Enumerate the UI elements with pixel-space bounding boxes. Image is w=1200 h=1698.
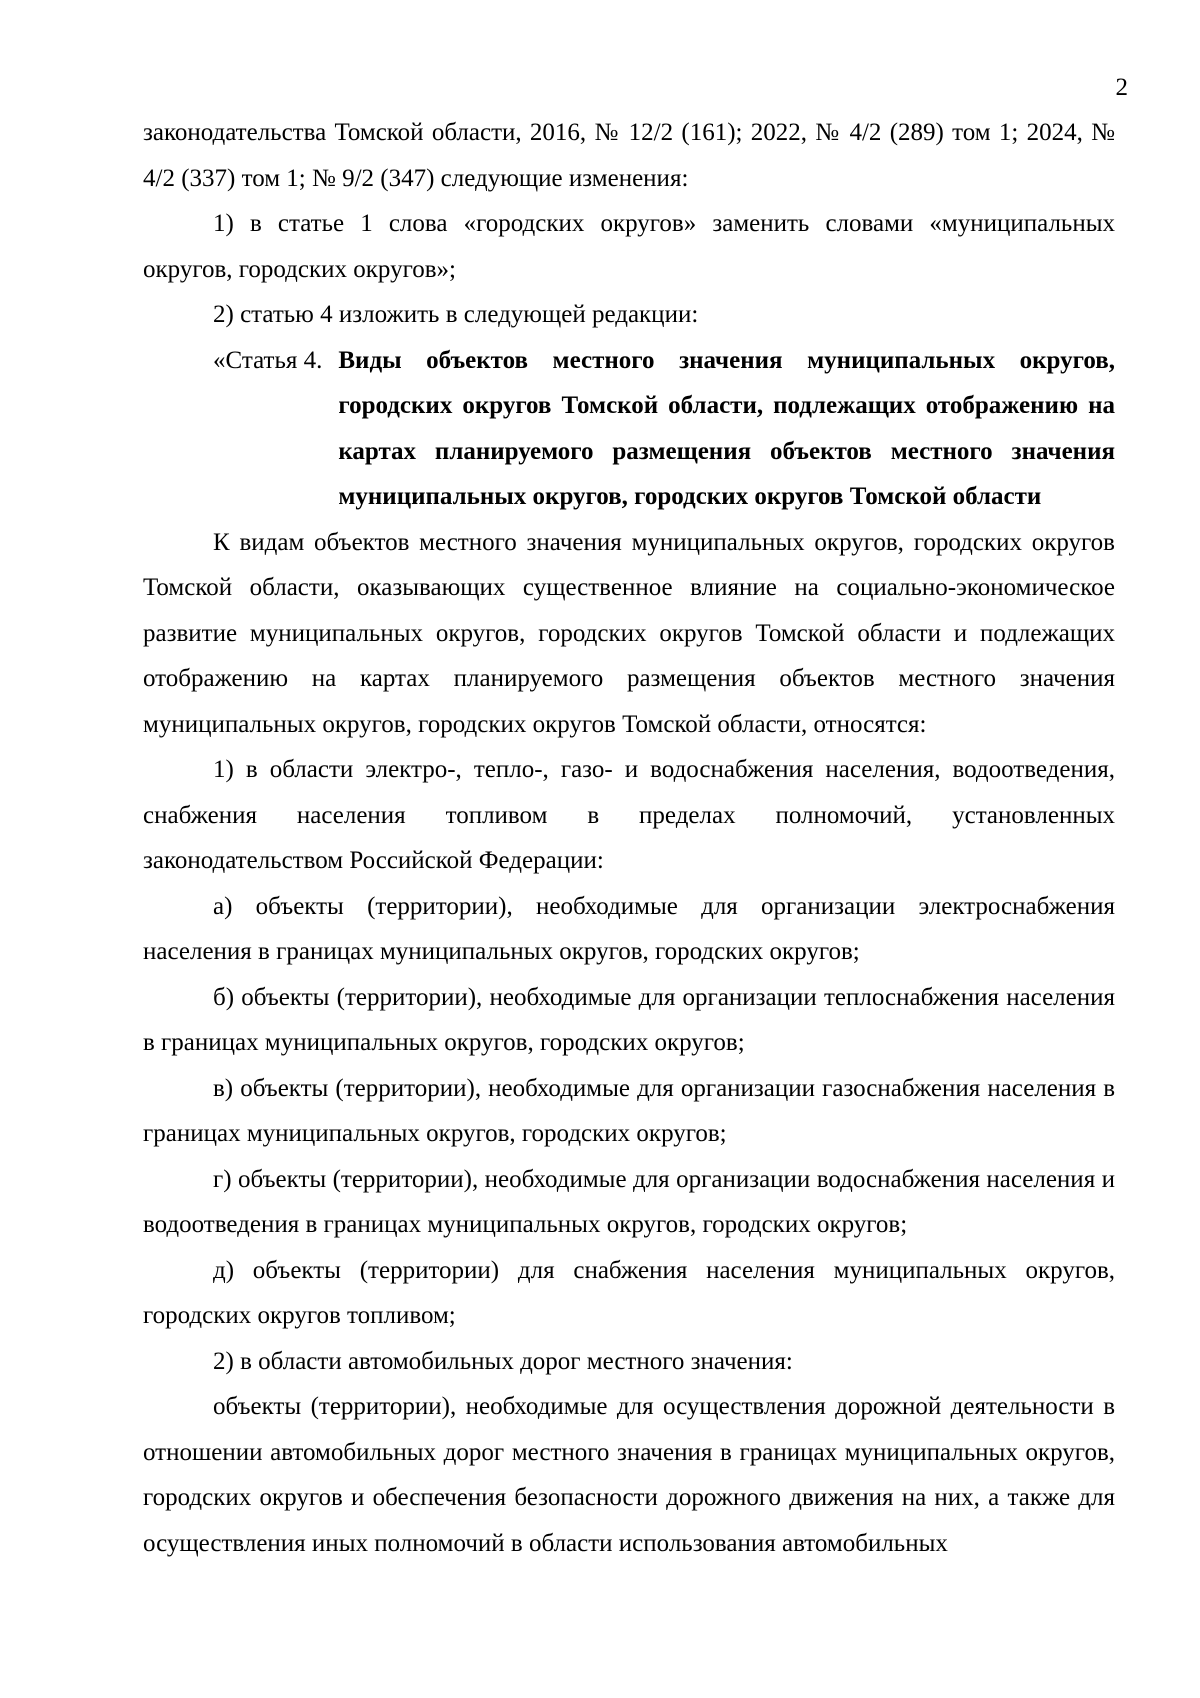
paragraph-subitem-1: 1) в области электро-, тепло-, газо- и водоснабжения населения, водоотведения, снабжения населения топливом в пределах полномочий, установленных законодательством Российской Федерации: (143, 756, 1115, 874)
paragraph-kinds: К видам объектов местного значения муниципальных округов, городских округов Томской области, оказывающих существенное влияние на социально-экономическое развитие муниципальных округов, городских округов Томской области и подлежащих отображению на картах планируемого размещения объектов местного значения муниципальных округов, городских округов Томской области, относятся: (143, 528, 1115, 738)
paragraph-subitem-2: 2) в области автомобильных дорог местного значения: (213, 1347, 793, 1375)
paragraph-subitem-b: б) объекты (территории), необходимые для организации теплоснабжения населения в границах муниципальных округов, городских округов; (143, 983, 1115, 1056)
article-heading (213, 338, 1115, 520)
paragraph-subitem-d: д) объекты (территории) для снабжения населения муниципальных округов, городских округов топливом; (143, 1256, 1115, 1329)
paragraph-item-2: 2) статью 4 изложить в следующей редакции: (213, 301, 699, 328)
document-body (143, 110, 1115, 1566)
paragraph-intro: законодательства Томской области, 2016, № 12/2 (161); 2022, № 4/2 (289) том 1; 2024, № 4/2 (337) том 1; № 9/2 (347) следующие изменения: (143, 119, 1115, 192)
paragraph-subitem-v: в) объекты (территории), необходимые для организации газоснабжения населения в границах муниципальных округов, городских округов; (143, 1074, 1115, 1147)
article-title: Виды объектов местного значения муниципальных округов, городских округов Томской области, подлежащих отображению на картах планируемого размещения объектов местного значения муниципальных округов, городских округов Томской области (338, 346, 1115, 510)
paragraph-subitem-a: а) объекты (территории), необходимые для организации электроснабжения населения в границах муниципальных округов, городских округов; (143, 892, 1115, 965)
paragraph-item-1: 1) в статье 1 слова «городских округов» заменить словами «муниципальных округов, городских округов»; (143, 210, 1115, 283)
article-prefix: «Статья 4. (213, 346, 323, 374)
page-number: 2 (1115, 74, 1128, 101)
paragraph-subitem-g: г) объекты (территории), необходимые для организации водоснабжения населения и водоотведения в границах муниципальных округов, городских округов; (143, 1165, 1115, 1238)
paragraph-roads: объекты (территории), необходимые для осуществления дорожной деятельности в отношении автомобильных дорог местного значения в границах муниципальных округов, городских округов и обеспечения безопасности дорожного движения на них, а также для осуществления иных полномочий в области использования автомобильных (143, 1393, 1115, 1557)
